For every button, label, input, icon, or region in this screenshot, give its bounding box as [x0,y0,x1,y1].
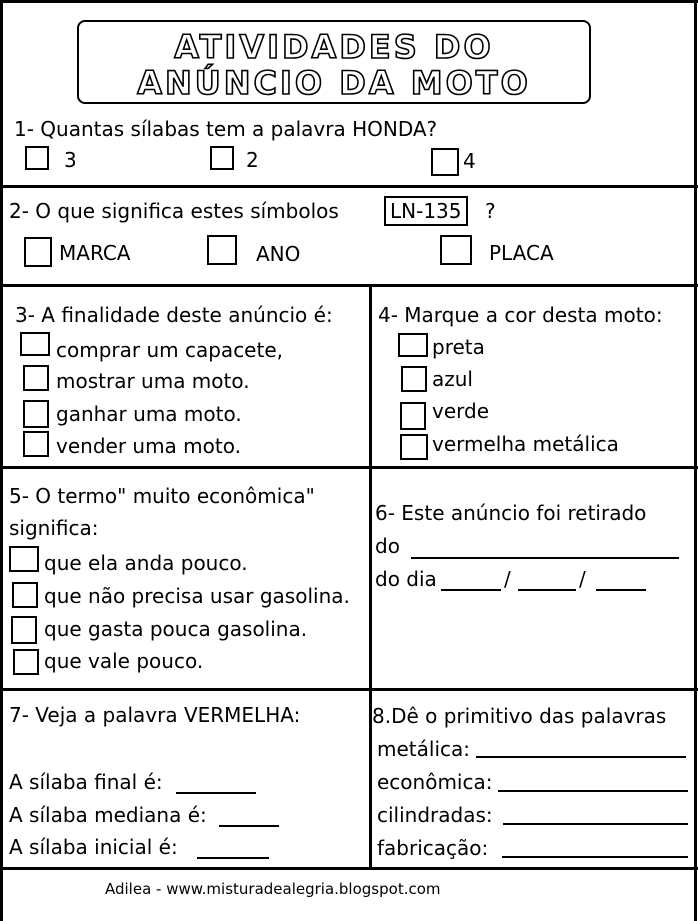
q5-checkbox-3[interactable] [11,616,37,644]
q2-checkbox-2[interactable] [207,235,237,265]
q3-text: 3- A finalidade deste anúncio é: [15,303,333,327]
divider-2 [0,284,698,287]
q1-text: 1- Quantas sílabas tem a palavra HONDA? [14,117,438,141]
q8-item-2: econômica: [377,770,493,794]
q8-blank-1[interactable] [476,756,686,758]
frame-left [0,0,3,921]
q2-symbol: LN-135 [384,196,468,226]
q3-checkbox-1[interactable] [20,332,50,356]
q3-option-2: mostrar uma moto. [56,369,250,393]
q4-checkbox-4[interactable] [400,434,428,460]
q7-item-mediana: A sílaba mediana é: [9,803,207,827]
q7-item-final: A sílaba final é: [9,770,163,794]
divider-3 [0,466,698,469]
q3-option-1: comprar um capacete, [56,338,283,362]
q5-text-line-1: 5- O termo" muito econômica" [9,484,315,508]
q8-item-1: metálica: [377,737,470,761]
q1-checkbox-3[interactable] [431,148,459,176]
q2-option-1: MARCA [59,241,131,265]
q5-option-3: que gasta pouca gasolina. [44,617,308,641]
q4-option-3: verde [432,399,490,423]
q8-blank-4[interactable] [502,856,688,858]
footer-credit: Adilea - www.misturadealegria.blogspot.com [105,880,441,898]
q3-option-4: vender uma moto. [56,434,241,458]
q6-line-1-label: do [375,534,400,558]
q4-checkbox-1[interactable] [398,333,428,357]
q4-option-4: vermelha metálica [432,432,619,456]
frame-right [694,0,697,921]
divider-1 [0,185,698,188]
q7-blank-final[interactable] [176,792,256,794]
q8-item-4: fabricação: [377,836,489,860]
q4-text: 4- Marque a cor desta moto: [378,303,663,327]
q7-blank-inicial[interactable] [197,857,269,859]
q6-blank-month[interactable] [518,589,576,591]
q2-option-2: ANO [256,242,301,266]
q5-checkbox-1[interactable] [9,546,39,572]
divider-4 [0,688,698,691]
q6-blank-source[interactable] [411,557,679,559]
q3-checkbox-3[interactable] [23,400,49,428]
q1-option-2: 2 [246,148,259,172]
q1-checkbox-1[interactable] [25,146,49,170]
q5-text-line-2: significa: [9,516,99,540]
q8-item-3: cilindradas: [377,803,493,827]
title-banner [77,20,591,104]
q3-checkbox-4[interactable] [23,431,49,457]
q6-separator-2: / [579,567,586,591]
q5-checkbox-2[interactable] [12,582,38,608]
q4-checkbox-3[interactable] [400,402,426,430]
q6-blank-year[interactable] [596,589,646,591]
q3-checkbox-2[interactable] [23,365,49,391]
q6-text: 6- Este anúncio foi retirado [375,501,647,525]
q7-item-inicial: A sílaba inicial é: [9,835,178,859]
q2-text: 2- O que significa estes símbolos [9,199,339,223]
q4-checkbox-2[interactable] [401,366,427,392]
q2-option-3: PLACA [489,241,554,265]
q8-text: 8.Dê o primitivo das palavras [372,704,667,728]
q4-option-2: azul [432,367,473,391]
q1-checkbox-2[interactable] [210,146,234,170]
q4-option-1: preta [432,335,485,359]
q7-text: 7- Veja a palavra VERMELHA: [9,703,301,727]
column-divider [369,284,372,868]
q7-blank-mediana[interactable] [219,825,279,827]
q1-option-3: 4 [463,149,476,173]
title-line-2: ANÚNCIO DA MOTO [137,64,531,102]
q6-blank-day[interactable] [441,589,501,591]
q5-option-4: que vale pouco. [44,649,204,673]
q5-checkbox-4[interactable] [13,649,39,675]
q1-option-1: 3 [64,148,77,172]
q2-checkbox-3[interactable] [440,235,472,265]
q3-option-3: ganhar uma moto. [56,402,242,426]
q8-blank-3[interactable] [503,823,688,825]
q8-blank-2[interactable] [498,790,688,792]
q5-option-1: que ela anda pouco. [44,551,248,575]
q6-separator-1: / [504,567,511,591]
divider-5 [0,867,698,870]
title-line-1: ATIVIDADES DO [174,28,494,66]
frame-top [0,0,698,3]
q5-option-2: que não precisa usar gasolina. [44,584,350,608]
q2-tail: ? [485,199,496,223]
q6-line-2-label: do dia [375,567,437,591]
q2-checkbox-1[interactable] [24,237,52,267]
